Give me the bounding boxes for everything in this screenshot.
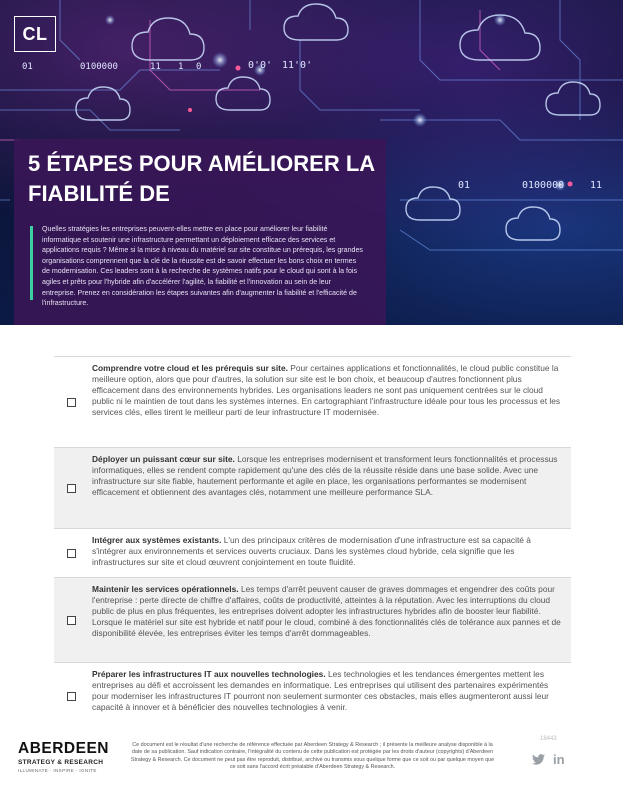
brand-tagline: ILLUMINATE · INSPIRE · IGNITE xyxy=(18,768,97,773)
cl-logo xyxy=(14,16,56,52)
intro-paragraph: Quelles stratégies les entreprises peuvent-elles mettre en place pour améliorer leur fiabilité informatique et soutenir une infrastructure permettant un déploiement efficace des services et applications requis ? Même si la mise à niveau du matériel sur site constitue un prérequis, les grandes organisations comprennent que la clé de la réussite est de savoir effectuer les bons choix en termes de modernisation. Ces leaders sont à la recherche de systèmes natifs pour le cloud qui sont à la fois agiles et prêts pour l'hybride afin d'accélérer l'agilité, la fiabilité et l'innovation au sein de leur entreprise. Prenez en considération les étapes suivantes afin d'augmenter la fiabilité et l'efficacité de l'infrastructure. xyxy=(42,225,363,308)
checkbox-cell xyxy=(54,529,88,577)
binary-text: 0 xyxy=(196,62,202,72)
step-heading: Déployer un puissant cœur sur site. xyxy=(92,454,235,464)
step-text xyxy=(88,578,571,662)
checkbox-cell xyxy=(54,357,88,447)
document-number: 18443 xyxy=(540,736,557,742)
step-text xyxy=(88,448,571,528)
step-checkbox[interactable] xyxy=(67,616,76,625)
binary-text: 0100000 xyxy=(522,180,565,191)
step-text xyxy=(88,663,571,729)
page-footer xyxy=(0,730,623,800)
step-body: Lorsque les entreprises modernisent et transforment leurs fonctionnalités et processus informatiques, elles se rendent compte rapidement qu'une des clés de la réussite réside dans une base solide. Avec une infrastructure sur site fiable, hautement performante et agile en place, les organisations performantes se modernisent efficacement et obtiennent des avantages clés, notamment une meilleure performance SLA. xyxy=(92,454,558,498)
step-text xyxy=(88,357,571,447)
step-checkbox[interactable] xyxy=(67,549,76,558)
copyright-disclaimer: Ce document est le résultat d'une recherche de référence effectuée par Aberdeen Strategy & Research ; il présente la meilleure analyse disponible à la date de sa publication. Sauf indication contraire, l'intégralité du contenu de cette publication est protégée par les droits d'auteur (copyrights) d'Aberdeen Strategy & Research. Ce document ne peut pas être reproduit, distribué, archivé ou transmis sous quelque forme que ce soit ou par quelque moyen que ce soit sans l'accord écrit préalable d'Aberdeen Strategy & Research. xyxy=(130,742,495,771)
brand-subtitle: STRATEGY & RESEARCH xyxy=(18,759,104,766)
checkbox-cell xyxy=(54,448,88,528)
step-heading: Intégrer aux systèmes existants. xyxy=(92,535,222,545)
step-heading: Maintenir les services opérationnels. xyxy=(92,584,239,594)
cl-logo-text: CL xyxy=(22,23,48,44)
binary-text: 1 xyxy=(178,62,184,72)
step-row xyxy=(54,662,571,729)
step-body: Les temps d'arrêt peuvent causer de graves dommages et engendrer des coûts pour l'entreprise : perte directe de chiffre d'affaires, coûts de productivité, atteintes à la réputation. Avec les interruptions du cloud public de plus en plus fréquentes, les entreprises doivent adopter les infrastructures hybrides afin de booster leur fiabilité. Lorsque le matériel sur site est hybride et natif pour le cloud, combiné à des fonctionnalités clés de tolérance aux pannes et de disponibilité élevée, les entreprises éviter les temps d'arrêt dommageables. xyxy=(92,584,561,639)
step-body: Pour certaines applications et fonctionnalités, le cloud public constitue la meilleure option, alors que pour d'autres, la solution sur site est le bon choix, et beaucoup d'autres fonctionnent plus efficacement dans des environnements hybrides. Les organisations leaders ne sont pas uniquement centrées sur le cloud public ni le maintien de tout dans les systèmes internes. En cartographiant l'infrastructure idéale pour tous les processus et les services clés, elles tirent le meilleur parti de leur infrastructure IT modernisée. xyxy=(92,363,561,418)
social-links xyxy=(532,752,565,767)
step-row xyxy=(54,447,571,528)
page-title: 5 ÉTAPES POUR AMÉLIORER LA FIABILITÉ DE xyxy=(28,151,375,206)
binary-text: 0'0' xyxy=(248,60,273,71)
step-body: L'un des principaux critères de modernisation d'une infrastructure est sa capacité à s'intégrer aux environnements et services ouverts cruciaux. Dans les systèmes cloud hybride, cela signifie que les infrastructures sur site et cloud œuvrent conjointement en toute fluidité. xyxy=(92,535,531,568)
steps-checklist xyxy=(54,356,571,729)
hero-banner xyxy=(0,0,623,325)
aberdeen-logo xyxy=(18,740,109,773)
binary-text: 11 xyxy=(590,180,603,191)
checkbox-cell xyxy=(54,578,88,662)
step-body: Les technologies et les tendances émergentes mettent les entreprises au défi et accroissent les demandes en informatique. Les entreprises qui utilisent des partenaires expérimentés pour moderniser les infrastructures IT pourront non seulement surmonter ces obstacles, mais elles augmenteront aussi leur capacité à innover et à bénéficier des nouvelles technologies à venir. xyxy=(92,669,549,713)
twitter-icon[interactable] xyxy=(532,754,545,765)
binary-text: 01 xyxy=(458,180,471,191)
binary-text: 0100000 xyxy=(80,62,118,72)
step-row xyxy=(54,577,571,662)
brand-name: ABERDEEN xyxy=(18,740,109,757)
step-checkbox[interactable] xyxy=(67,398,76,407)
step-row xyxy=(54,356,571,447)
linkedin-icon[interactable]: in xyxy=(553,752,565,767)
checkbox-cell xyxy=(54,663,88,729)
step-heading: Comprendre votre cloud et les prérequis sur site. xyxy=(92,363,288,373)
binary-text: 11'0' xyxy=(282,60,313,71)
step-heading: Préparer les infrastructures IT aux nouvelles technologies. xyxy=(92,669,326,679)
binary-text: 11 xyxy=(150,62,161,72)
step-checkbox[interactable] xyxy=(67,484,76,493)
step-text xyxy=(88,529,571,577)
step-checkbox[interactable] xyxy=(67,692,76,701)
binary-text: 01 xyxy=(22,62,33,72)
step-row xyxy=(54,528,571,577)
intro-accent-bar xyxy=(30,226,33,300)
